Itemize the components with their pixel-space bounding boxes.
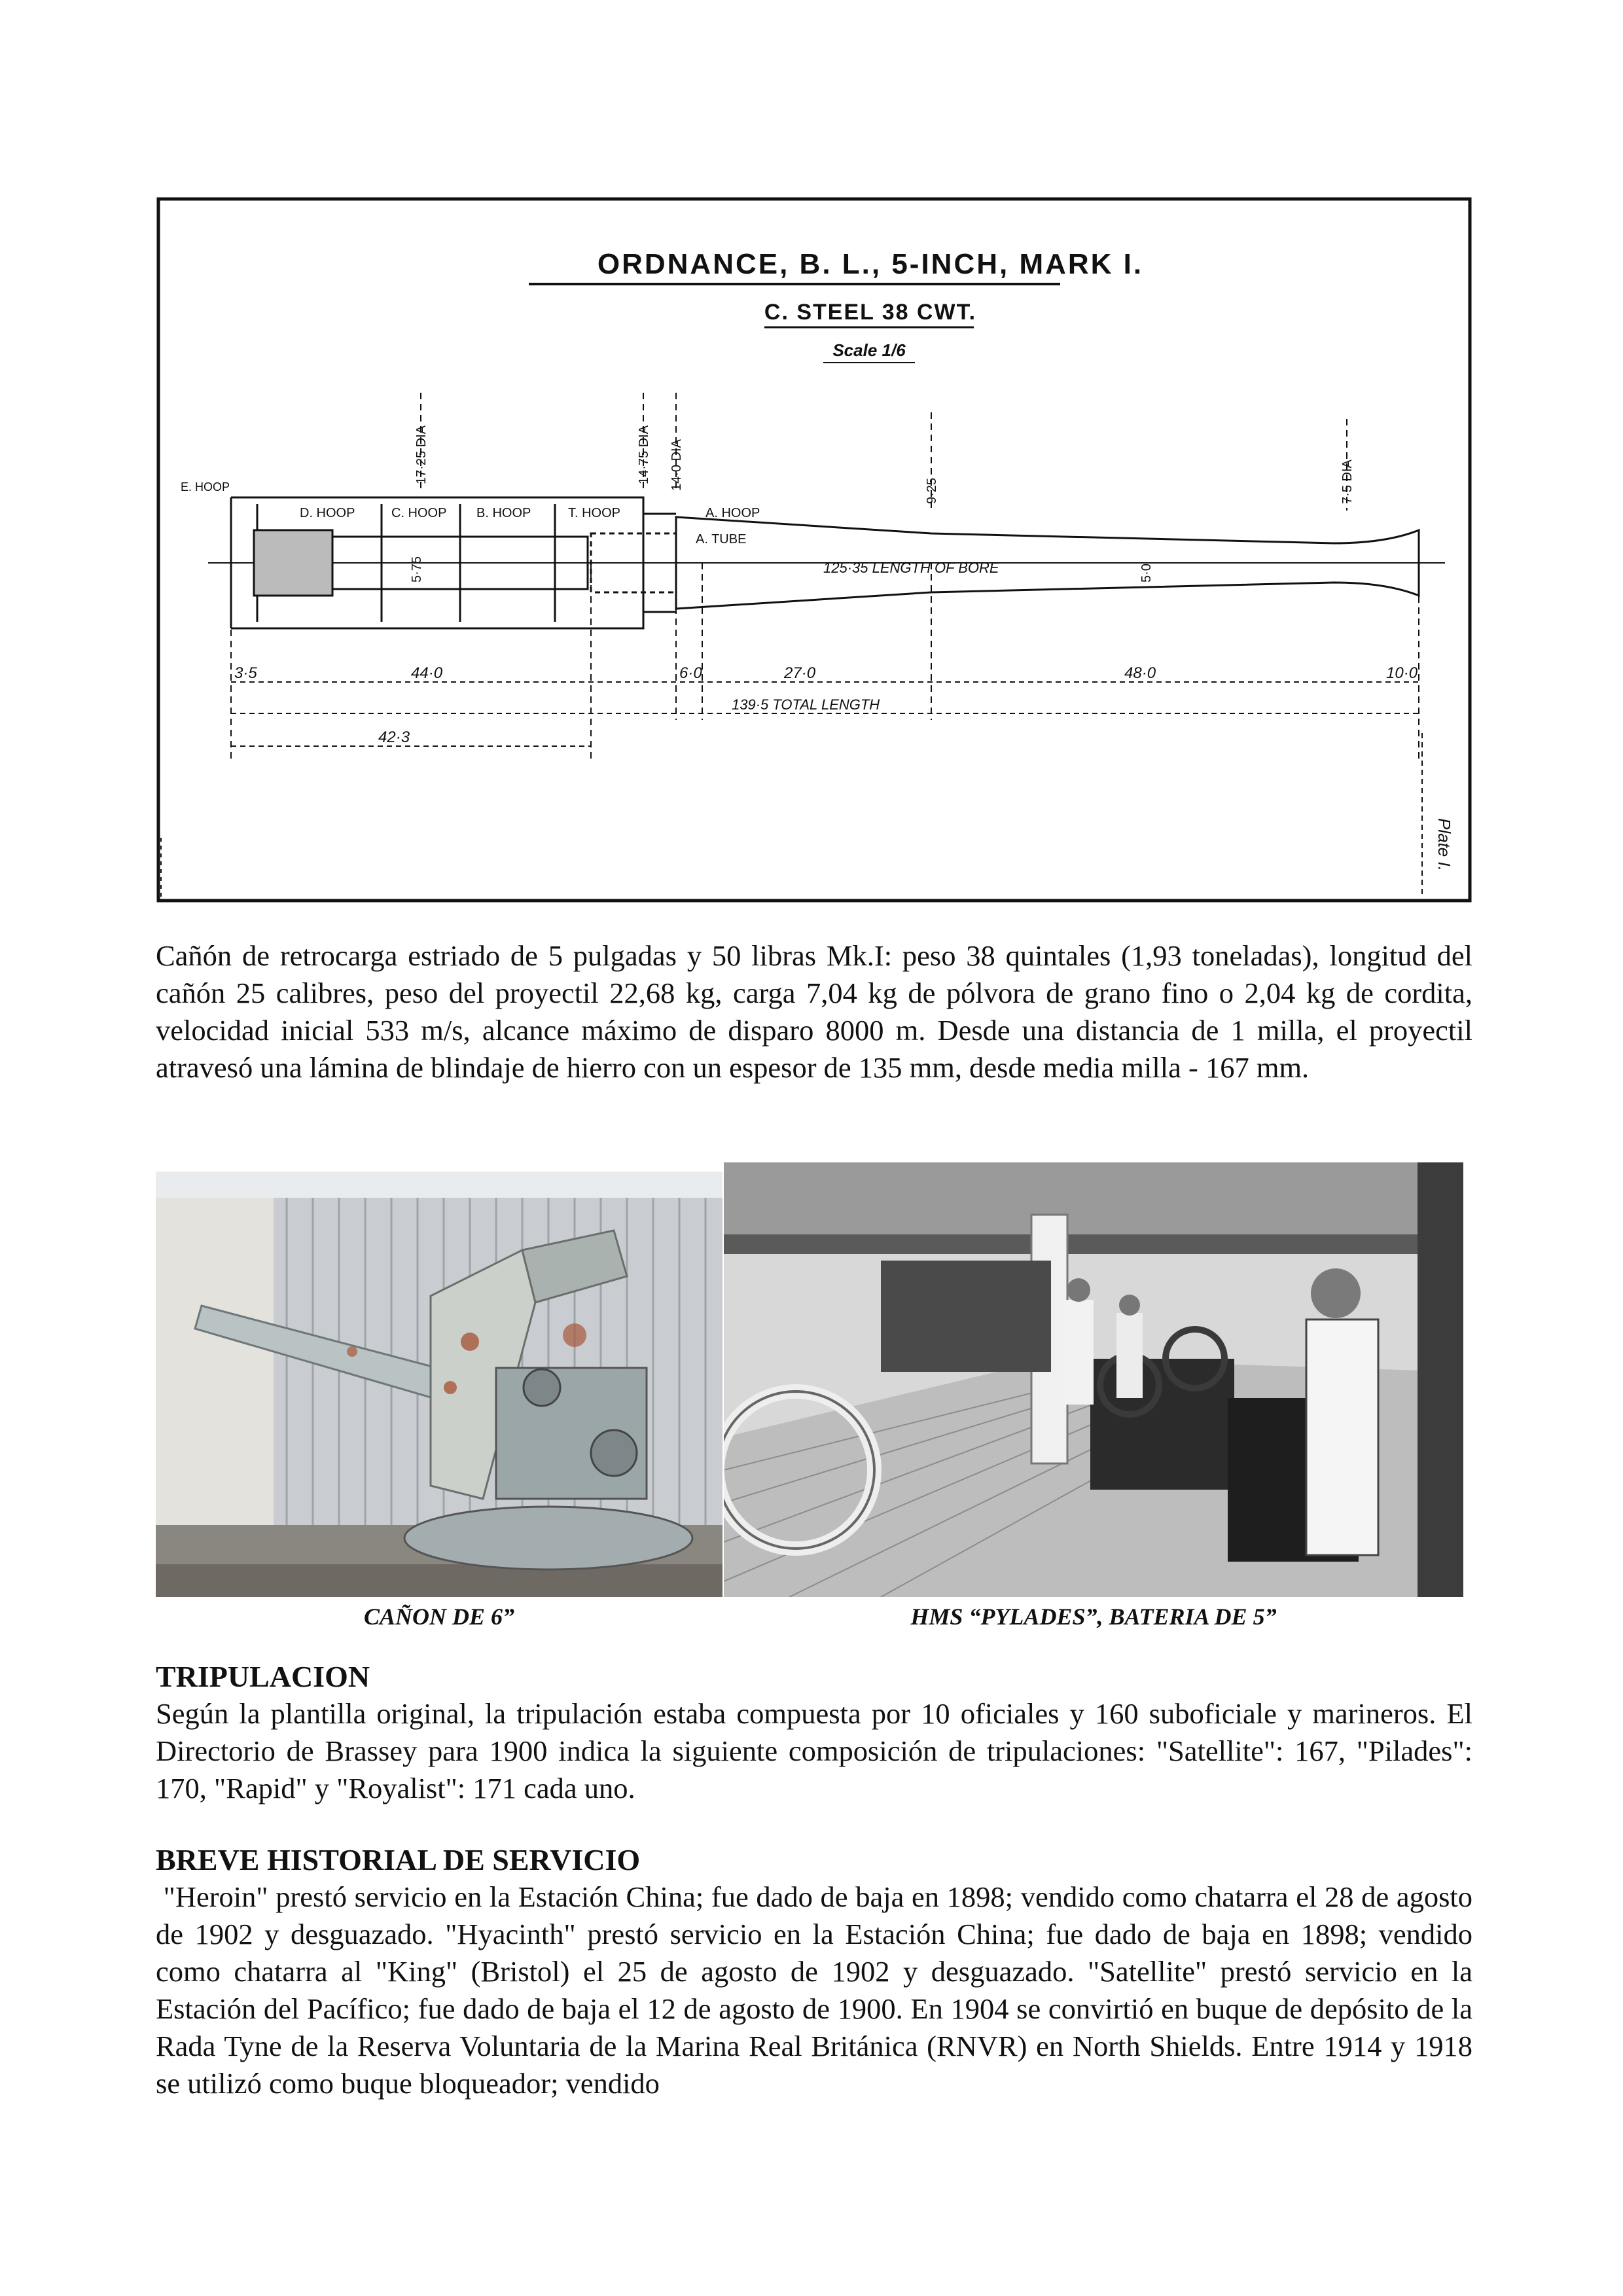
dia-140-label: 14·0 DIA — [669, 439, 684, 491]
dim-440-label: 44·0 — [411, 664, 443, 682]
caption-left: CAÑON DE 6” — [363, 1604, 515, 1630]
dim-423-label: 42·3 — [378, 728, 410, 746]
gun-drawing-svg — [156, 196, 1472, 903]
drawing-subtitle: C. STEEL 38 CWT. — [764, 300, 977, 325]
dim-35-label: 3·5 — [234, 664, 257, 682]
bore-label: 125·35 LENGTH OF BORE — [823, 560, 999, 576]
history-heading: BREVE HISTORIAL DE SERVICIO — [156, 1843, 641, 1876]
dia-1725-label: 17·25 DIA — [414, 425, 429, 484]
dim-925-label: 9·25 — [925, 477, 939, 504]
dim-575-label: 5·75 — [410, 556, 424, 583]
a-tube-label: A. TUBE — [696, 532, 747, 547]
dim-50-label: 5·0 — [1139, 564, 1154, 583]
c-hoop-label: C. HOOP — [391, 506, 447, 520]
b-hoop-label: B. HOOP — [476, 506, 531, 520]
drawing-title: ORDNANCE, B. L., 5-INCH, MARK I. — [597, 248, 1144, 280]
intro-paragraph: Cañón de retrocarga estriado de 5 pulgadas y 50 libras Mk.I: peso 38 quintales (1,93 toneladas), longitud del cañón 25 calibres, peso del proyectil 22,68 kg, carga 7,04 kg de pólvora de grano fino o 2,04 kg de cordita, velocidad inicial 533 m/s, alcance máximo de disparo 8000 m. Desde una distancia de 1 milla, el proyectil atravesó una lámina de blindaje de hierro con un espesor de 135 mm, desde media milla - 167 mm. — [156, 939, 1472, 1084]
a-hoop-label: A. HOOP — [705, 506, 760, 520]
history-paragraph: "Heroin" prestó servicio en la Estación China; fue dado de baja en 1898; vendido como chatarra el 28 de agosto de 1902 y desguazado. "Hyacinth" prestó servicio en la Estación China; fue dado de baja en 1898; vendido como chatarra al "King" (Bristol) el 25 de agosto de 1902 y desguazado. "Satellite" prestó servicio en la Estación del Pacífico; fue dado de baja el 12 de agosto de 1900. En 1904 se convirtió en buque de depósito de la Rada Tyne de la Reserva Voluntaria de la Marina Real Británica (RNVR) en North Shields. Entre 1914 y 1918 se utilizó como buque bloqueador; vendido — [156, 1880, 1480, 2100]
caption-right: HMS “PYLADES”, BATERIA DE 5” — [910, 1604, 1277, 1630]
crew-paragraph: Según la plantilla original, la tripulación estaba compuesta por 10 oficiales y 160 suboficiale y marineros. El Directorio de Brassey para 1900 indica la siguiente composición de tripulaciones: "Satellite": 167, "Pilades": 170, "Rapid" y "Royalist": 171 cada uno. — [156, 1697, 1472, 1804]
e-hoop-label: E. HOOP — [181, 480, 230, 493]
gun-photo-left — [156, 1172, 722, 1597]
t-hoop-label: T. HOOP — [568, 506, 621, 520]
total-length-label: 139·5 TOTAL LENGTH — [732, 696, 880, 713]
dia-1475-label: 14·75 DIA — [637, 425, 651, 484]
dim-480-label: 48·0 — [1124, 664, 1156, 682]
dia-75-label: 7·5 DIA — [1340, 459, 1355, 504]
gun-drawing — [156, 196, 1472, 903]
dim-100-label: 10·0 — [1386, 664, 1418, 682]
crew-heading: TRIPULACION — [156, 1660, 370, 1693]
ship-battery-photo-right — [724, 1162, 1463, 1597]
dim-60-label: 6·0 — [679, 664, 702, 682]
plate-label: Plate I. — [1435, 818, 1454, 871]
d-hoop-label: D. HOOP — [300, 506, 355, 520]
dim-270-label: 27·0 — [784, 664, 816, 682]
drawing-scale: Scale 1/6 — [832, 340, 906, 360]
